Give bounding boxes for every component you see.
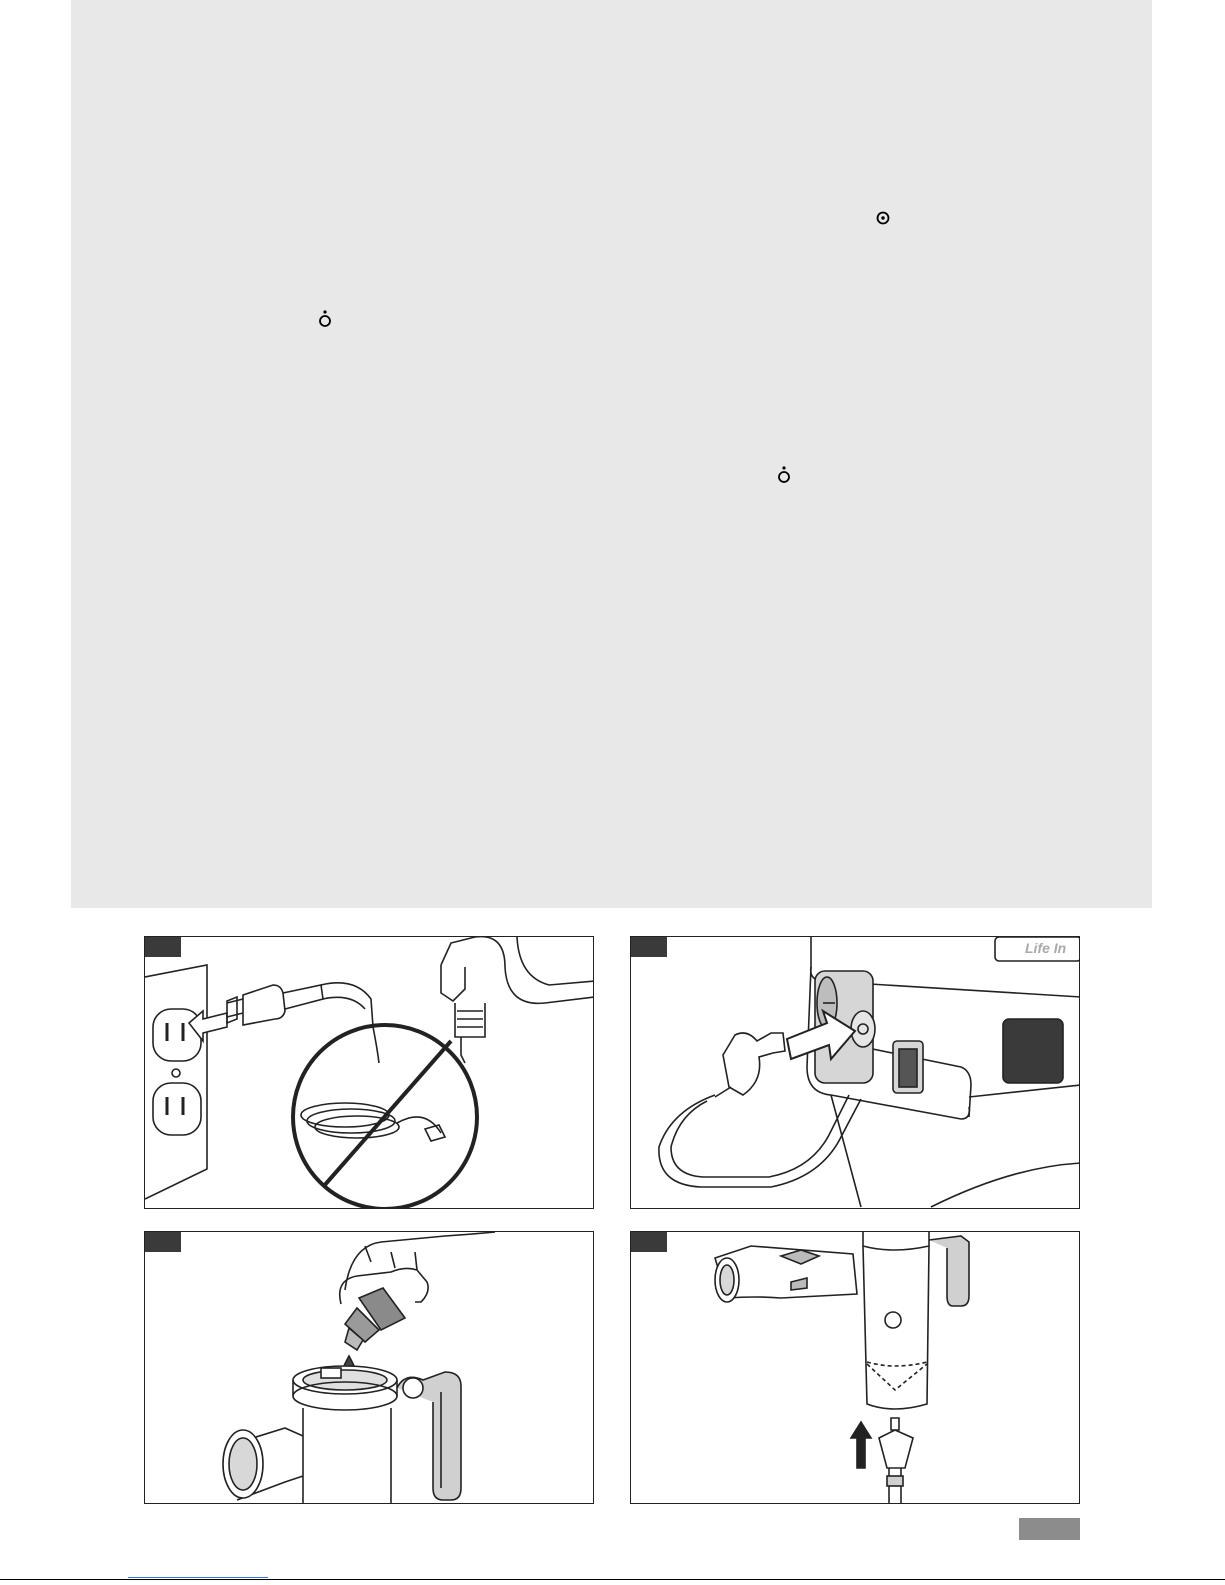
compressor-brand-label: Life In — [1025, 940, 1067, 956]
nebulizer-tubing-illustration — [631, 1232, 1080, 1504]
power-off-symbol-icon — [317, 309, 333, 334]
page-number-tab — [1019, 1518, 1080, 1540]
footer-rule — [0, 1579, 1225, 1580]
power-off-symbol-icon — [776, 465, 792, 490]
footer-link-underline — [128, 1577, 268, 1578]
compressor-tubing-illustration — [631, 937, 1080, 1209]
power-on-symbol-icon — [875, 210, 891, 231]
instruction-text-panel — [71, 0, 1152, 908]
figure-plug-into-outlet — [144, 936, 594, 1209]
figure-attach-tubing — [630, 1231, 1080, 1504]
figure-tubing-to-compressor — [630, 936, 1080, 1209]
plug-outlet-illustration — [145, 937, 594, 1209]
figure-add-medication — [144, 1231, 594, 1504]
medication-cup-illustration — [145, 1232, 594, 1504]
